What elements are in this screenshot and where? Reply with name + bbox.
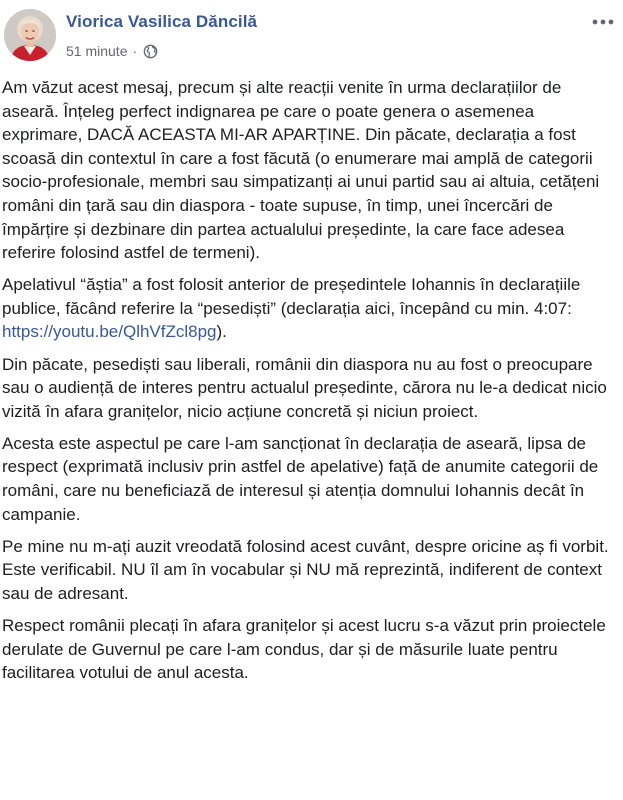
post-paragraph: Respect românii plecați în afara granițelor și acest lucru s-a văzut prin proiectele derulate de Guvernul pe care l-am condus, dar și de măsurile luate pentru facilitarea votului de anul acesta.	[2, 615, 606, 683]
post-body	[2, 76, 618, 693]
avatar-portrait-icon	[4, 9, 56, 61]
post-paragraph: Pe mine nu m-ați auzit vreodată folosind acest cuvânt, despre oricine aș fi vorbit. Este verificabil. NU îl am în vocabular și NU mă reprezintă, indiferent de context sau de adresant.	[2, 536, 609, 603]
globe-icon[interactable]	[143, 44, 158, 59]
meta-separator: ·	[132, 43, 138, 59]
more-options-icon[interactable]	[591, 14, 615, 30]
post-paragraph	[2, 273, 618, 344]
post-header	[0, 0, 623, 72]
post-paragraph: Am văzut acest mesaj, precum și alte reacții venite în urma declarațiilor de aseară. Înțeleg perfect indignarea pe care o poate genera o asemenea exprimare, DACĂ ACEASTA MI-AR APARȚINE. Din păcate, declarația a fost scoasă din contextul în care a fost făcută (o enumerare mai amplă de categorii socio-profesionale, membri sau simpatizanți ai unui partid sau ai altuia, cetățeni români din țară sau din diaspora - toate supuse, în timp, unei încercări de împărțire și dezbinare din partea actualului președinte, la care face adesea referire folosind astfel de termeni).	[2, 78, 600, 263]
author-name-link[interactable]: Viorica Vasilica Dăncilă	[66, 12, 258, 31]
post-meta	[66, 42, 158, 60]
paragraph-text: Apelativul “ăștia” a fost folosit anterior de președintele Iohannis în declarațiile publice, făcând referire la “pesediști” (declarația aici, începând cu min. 4:07:	[2, 275, 581, 318]
youtube-link[interactable]: https://youtu.be/QlhVfZcl8pg	[2, 322, 217, 342]
paragraph-text: ).	[216, 322, 227, 342]
avatar[interactable]	[4, 9, 56, 61]
post-paragraph: Acesta este aspectul pe care l-am sancționat în declarația de aseară, lipsa de respect (exprimată inclusiv prin astfel de apelative) față de anumite categorii de români, care nu beneficiază de interesul și atenția domnului Iohannis decât în campanie.	[2, 433, 599, 524]
post-paragraph: Din păcate, pesediști sau liberali, românii din diaspora nu au fost o preocupare sau o audiență de interes pentru actualul președinte, cărora nu le-a dedicat nicio vizită în afara granițelor, nicio acțiune concretă și niciun proiect.	[2, 354, 607, 421]
post-timestamp[interactable]: 51 minute	[66, 43, 128, 59]
